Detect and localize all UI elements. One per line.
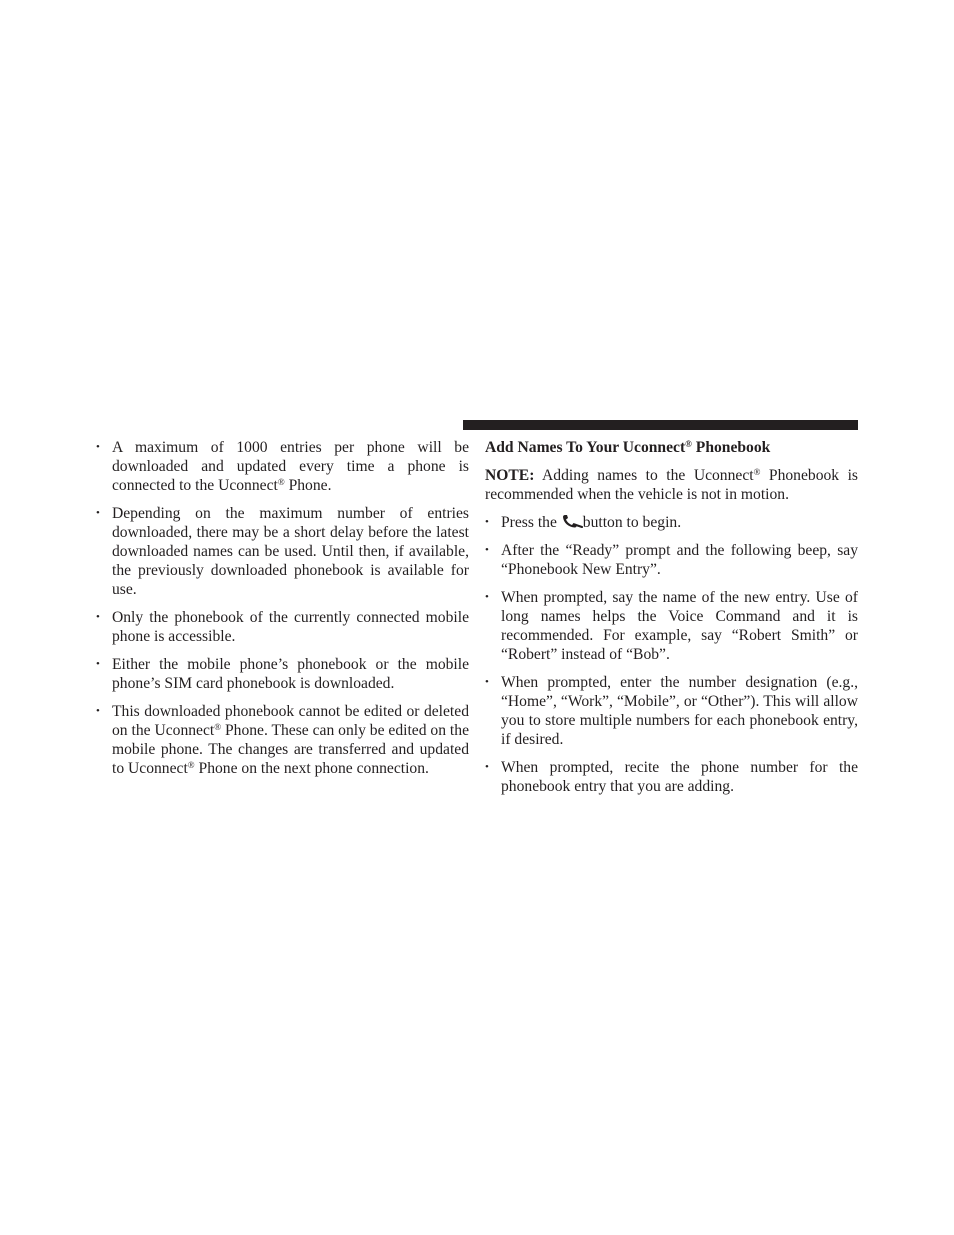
note-label: NOTE: (485, 467, 535, 484)
left-bullet-list (96, 438, 469, 778)
phone-icon (561, 514, 583, 528)
right-column (485, 438, 858, 805)
list-item: • Press the button to begin. (485, 514, 682, 531)
bullet-marker: • (96, 507, 100, 519)
bullet-marker: • (96, 611, 100, 623)
bullet-marker: • (485, 761, 489, 773)
bullet-marker: • (96, 705, 100, 717)
list-item: • After the “Ready” prompt and the following beep, say “Phonebook New Entry”. (485, 542, 858, 578)
list-item: • Only the phonebook of the currently connected mobile phone is accessible. (96, 609, 469, 645)
bullet-marker: • (485, 591, 489, 603)
list-item: • When prompted, say the name of the new entry. Use of long names helps the Voice Command and it is recommended. For example, say “Robert Smith” or “Robert” instead of “Bob”. (485, 589, 858, 663)
list-item: • When prompted, recite the phone number for the phonebook entry that you are adding. (485, 759, 858, 795)
left-column (96, 438, 469, 787)
section-heading: Add Names To Your Uconnect® Phonebook (485, 439, 771, 456)
list-item: • This downloaded phonebook cannot be edited or deleted on the Uconnect® Phone. These can only be edited on the mobile phone. The changes are transferred and updated to Uconnect® Phone on the next phone connection. (96, 703, 469, 777)
note-paragraph: NOTE: Adding names to the Uconnect® Phonebook is recommended when the vehicle is not in motion. (485, 467, 858, 503)
bullet-marker: • (485, 544, 489, 556)
bullet-marker: • (485, 516, 489, 528)
bullet-marker: • (96, 441, 100, 453)
bullet-marker: • (96, 658, 100, 670)
section-header-bar (463, 420, 858, 430)
bullet-marker: • (485, 676, 489, 688)
right-bullet-list (485, 513, 858, 796)
list-item: • When prompted, enter the number designation (e.g., “Home”, “Work”, “Mobile”, or “Other”). This will allow you to store multiple numbers for each phonebook entry, if desired. (485, 674, 858, 748)
list-item: • Either the mobile phone’s phonebook or the mobile phone’s SIM card phonebook is downloaded. (96, 656, 469, 692)
list-item: • Depending on the maximum number of entries downloaded, there may be a short delay before the latest downloaded names can be used. Until then, if available, the previously downloaded phonebook is available for use. (96, 505, 469, 598)
list-item: • A maximum of 1000 entries per phone will be downloaded and updated every time a phone is connected to the Uconnect® Phone. (96, 439, 469, 494)
